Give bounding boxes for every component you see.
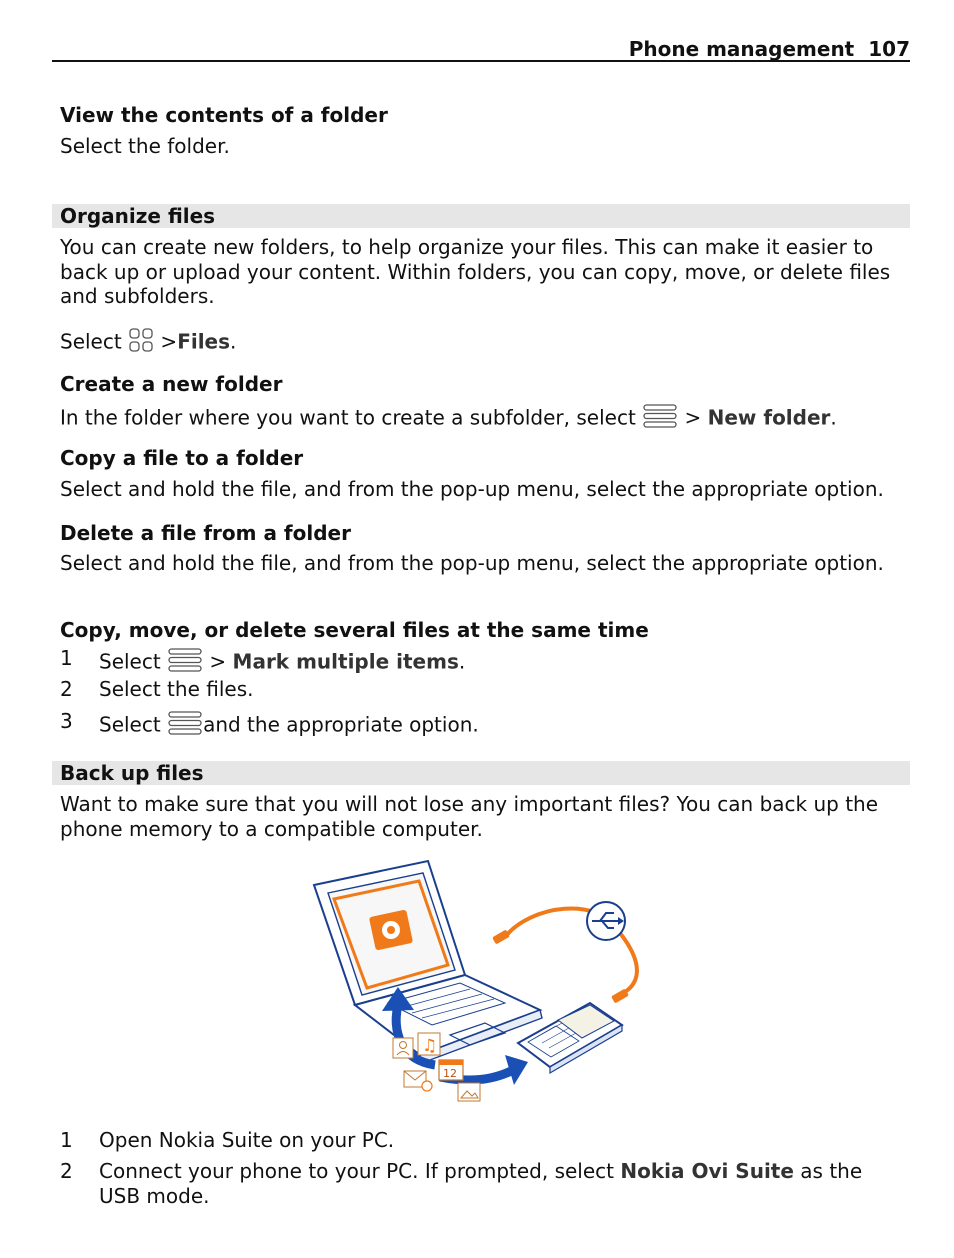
step-number: 1 — [60, 1128, 73, 1152]
calendar-badge: 12 — [443, 1067, 457, 1080]
step-3-remainder: and the appropriate option. — [203, 712, 479, 737]
organize-title: Organize files — [60, 204, 216, 228]
multi-step-1 — [99, 646, 909, 680]
sentence-end: . — [830, 405, 837, 430]
select-word: Select — [60, 329, 122, 354]
copy-file-text: Select and hold the file, and from the pop-up menu, select the appropriate option. — [60, 477, 884, 501]
calendar-file-icon — [439, 1060, 463, 1080]
backup-intro: Want to make sure that you will not lose any important files? You can back up the phone memory to a compatible computer. — [60, 792, 879, 841]
options-menu-icon — [167, 646, 203, 680]
delete-file-heading: Delete a file from a folder — [60, 521, 351, 545]
apps-grid-icon — [128, 327, 154, 359]
multi-step-2: Select the files. — [99, 677, 254, 701]
backup-step-2-text: Connect your phone to your PC. If prompted, select — [99, 1159, 614, 1183]
backup-title: Back up files — [60, 761, 204, 785]
create-folder-instruction: In the folder where you want to create a subfolder, select — [60, 405, 636, 430]
new-folder-menu-item: New folder — [707, 405, 831, 430]
organize-select-line — [60, 327, 910, 359]
create-folder-heading: Create a new folder — [60, 372, 283, 396]
svg-text:♫: ♫ — [422, 1036, 438, 1056]
backup-step-2-remainder: as the USB mode. — [99, 1159, 863, 1208]
options-menu-icon — [167, 709, 203, 743]
multi-files-heading: Copy, move, or delete several files at the same time — [60, 618, 649, 642]
path-separator: > — [160, 329, 178, 354]
page-number: 107 — [868, 37, 910, 61]
options-menu-icon — [642, 402, 678, 436]
step-number: 3 — [60, 709, 73, 733]
header-section: Phone management — [628, 37, 855, 61]
sentence-end: . — [458, 649, 466, 674]
backup-section-band — [52, 761, 910, 785]
running-header — [52, 36, 910, 62]
music-file-icon — [418, 1033, 440, 1056]
view-folder-text: Select the folder. — [60, 134, 230, 158]
view-folder-heading: View the contents of a folder — [60, 103, 388, 127]
organize-intro: You can create new folders, to help organize your files. This can make it easier to back up or upload your content. Within folders, you can copy, move, or delete files and subfolders. — [60, 235, 891, 308]
usb-cable-icon — [492, 902, 637, 1003]
step-number: 2 — [60, 1159, 73, 1183]
files-menu-item: Files — [177, 329, 231, 354]
create-folder-text — [60, 402, 910, 436]
copy-file-heading: Copy a file to a folder — [60, 446, 304, 470]
path-separator: > — [684, 405, 702, 430]
path-separator: > — [209, 649, 227, 674]
backup-step-2 — [99, 1159, 909, 1208]
message-file-icon — [404, 1071, 432, 1091]
select-word: Select — [99, 712, 161, 737]
multi-step-3 — [99, 709, 909, 743]
image-file-icon — [458, 1083, 480, 1101]
step-number: 1 — [60, 646, 73, 670]
mark-multiple-items-menu-item: Mark multiple items — [232, 649, 459, 674]
step-number: 2 — [60, 677, 73, 701]
contact-file-icon — [393, 1038, 413, 1058]
backup-illustration — [300, 855, 660, 1109]
organize-section-band — [52, 204, 910, 228]
nokia-ovi-suite-option: Nokia Ovi Suite — [620, 1159, 794, 1183]
sentence-end: . — [230, 329, 237, 354]
select-word: Select — [99, 649, 161, 674]
delete-file-text: Select and hold the file, and from the pop-up menu, select the appropriate option. — [60, 551, 884, 575]
backup-step-1: Open Nokia Suite on your PC. — [99, 1128, 395, 1152]
laptop-phone-sync-svg — [300, 855, 660, 1105]
